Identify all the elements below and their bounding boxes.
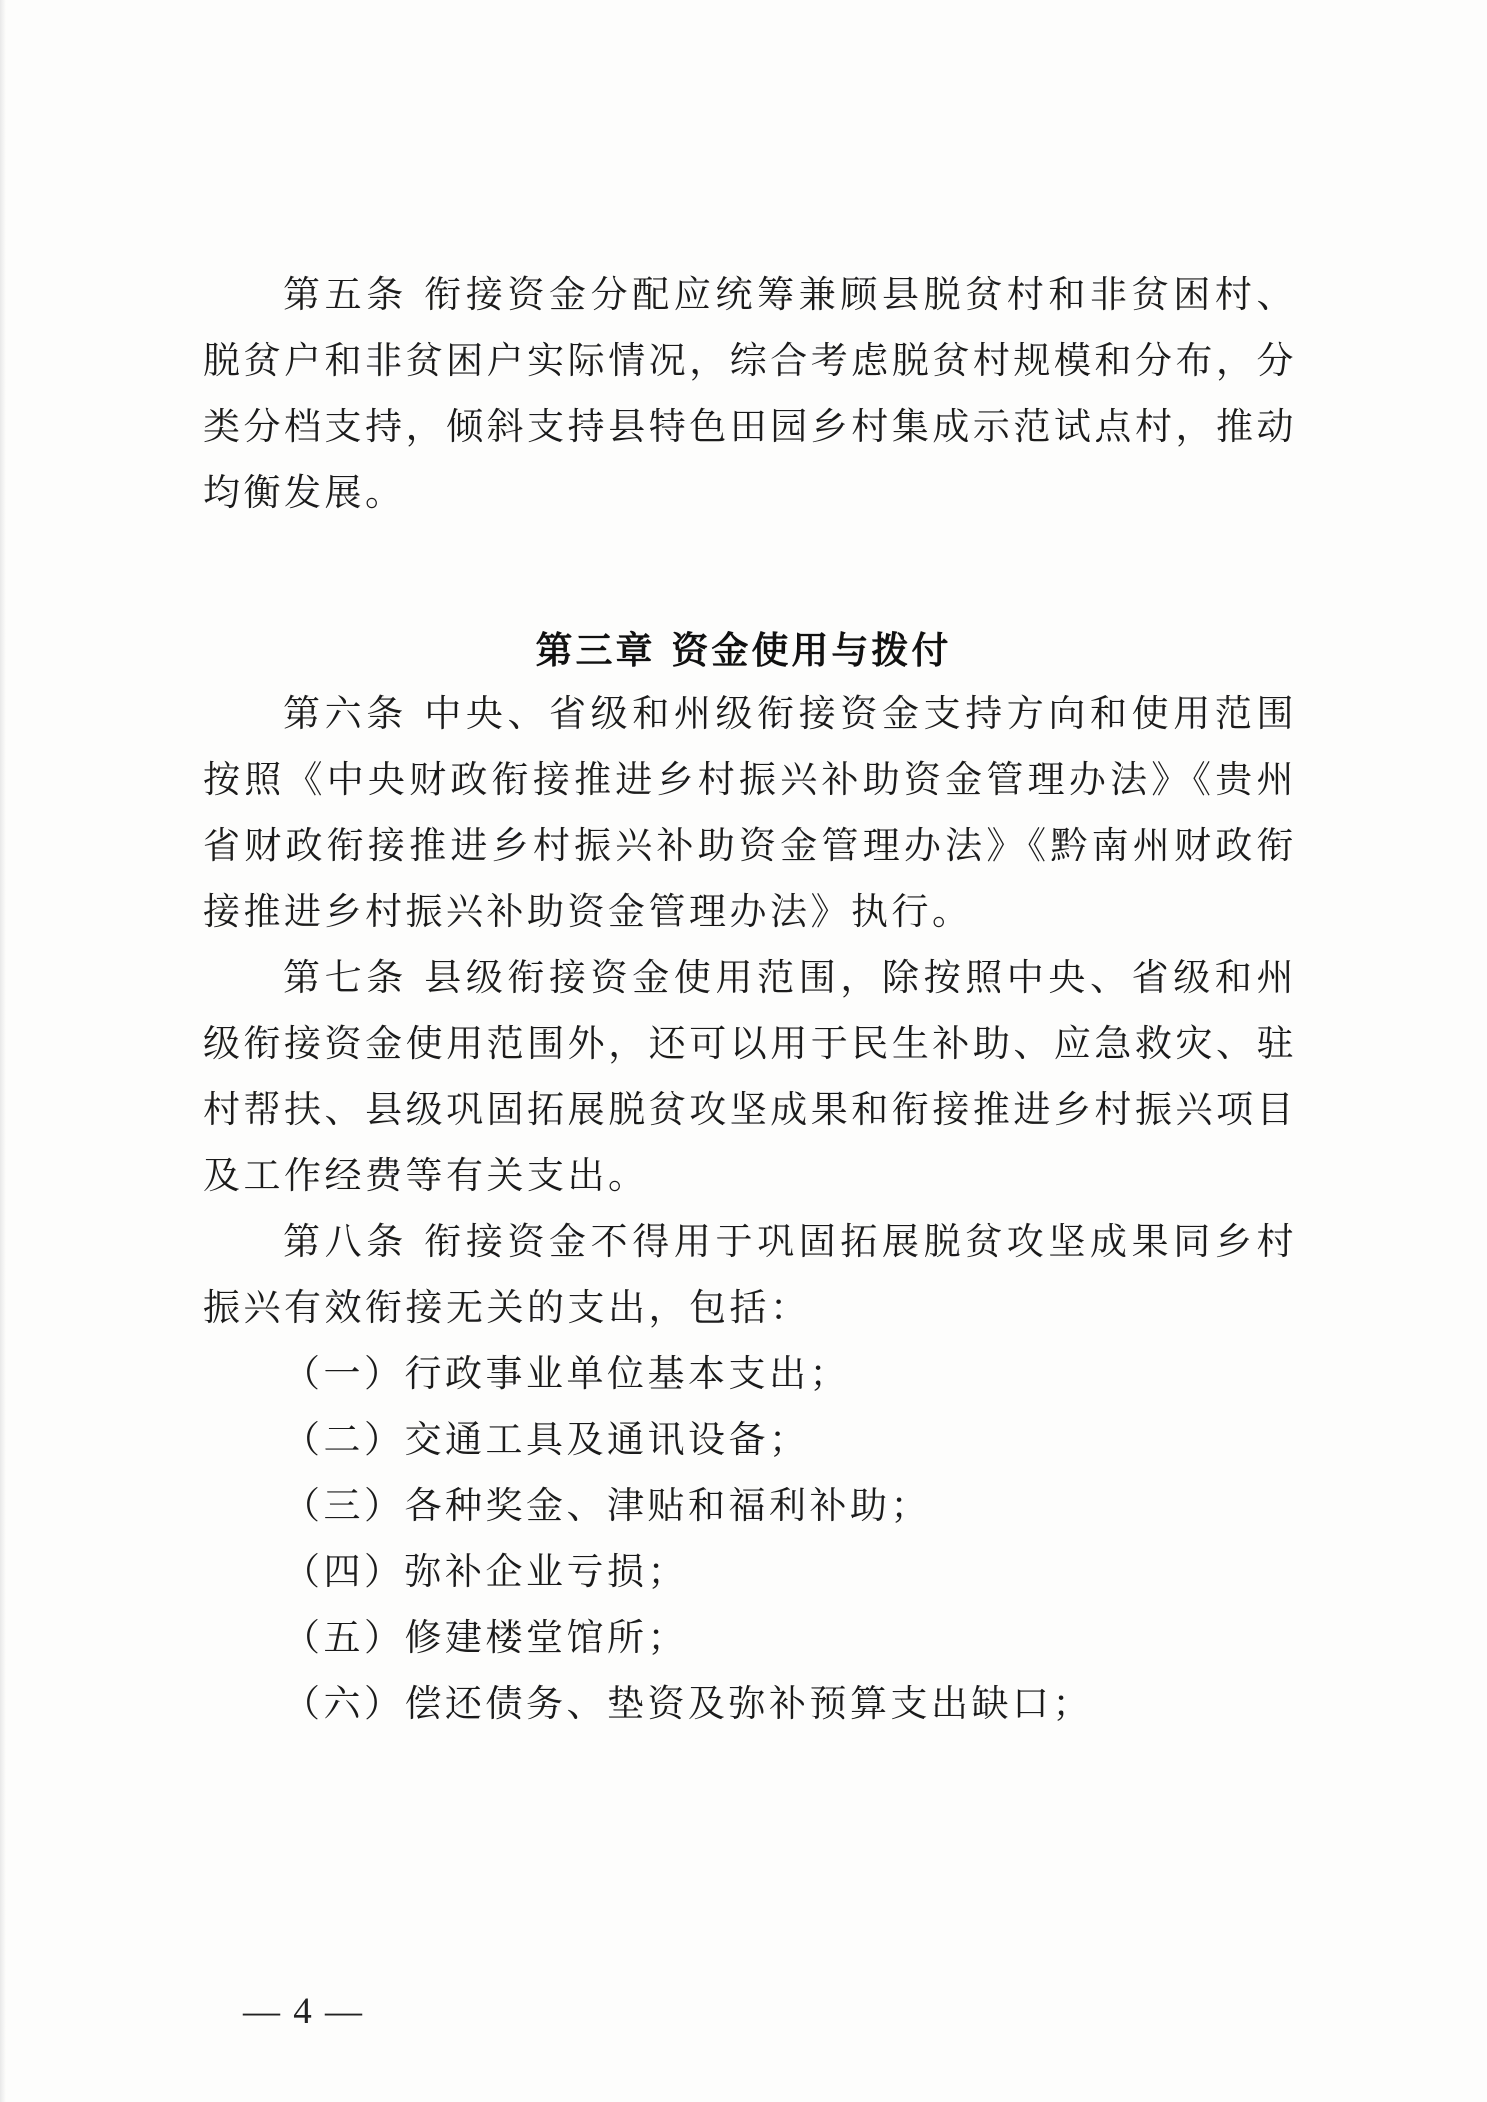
chapter-title: 第三章 资金使用与拨付 <box>535 629 952 672</box>
page-number: — 4 — <box>243 1991 364 2032</box>
scan-edge <box>0 0 6 2102</box>
list-item: （二）交通工具及通讯设备； <box>283 1418 810 1461</box>
articles-block <box>203 681 1297 1737</box>
list-item: （三）各种奖金、津贴和福利补助； <box>283 1484 931 1527</box>
article-8-paragraph: 第八条 衔接资金不得用于巩固拓展脱贫攻坚成果同乡村振兴有效衔接无关的支出，包括： <box>203 1220 1297 1329</box>
list-item: （五）修建楼堂馆所； <box>283 1616 688 1659</box>
list-item: （六）偿还债务、垫资及弥补预算支出缺口； <box>283 1682 1093 1725</box>
list-item: （一）行政事业单位基本支出； <box>283 1352 850 1395</box>
article-5-block <box>203 262 1297 526</box>
article-6-paragraph: 第六条 中央、省级和州级衔接资金支持方向和使用范围按照《中央财政衔接推进乡村振兴补助资金管理办法》《贵州省财政衔接推进乡村振兴补助资金管理办法》《黔南州财政衔接推进乡村振兴补助资金管理办法》执行。 <box>203 692 1297 933</box>
article-7-paragraph: 第七条 县级衔接资金使用范围，除按照中央、省级和州级衔接资金使用范围外，还可以用于民生补助、应急救灾、驻村帮扶、县级巩固拓展脱贫攻坚成果和衔接推进乡村振兴项目及工作经费等有关支出。 <box>203 956 1297 1197</box>
list-item: （四）弥补企业亏损； <box>283 1550 688 1593</box>
article-5-paragraph: 第五条 衔接资金分配应统筹兼顾县脱贫村和非贫困村、脱贫户和非贫困户实际情况，综合考虑脱贫村规模和分布，分类分档支持，倾斜支持县特色田园乡村集成示范试点村，推动均衡发展。 <box>203 273 1297 514</box>
